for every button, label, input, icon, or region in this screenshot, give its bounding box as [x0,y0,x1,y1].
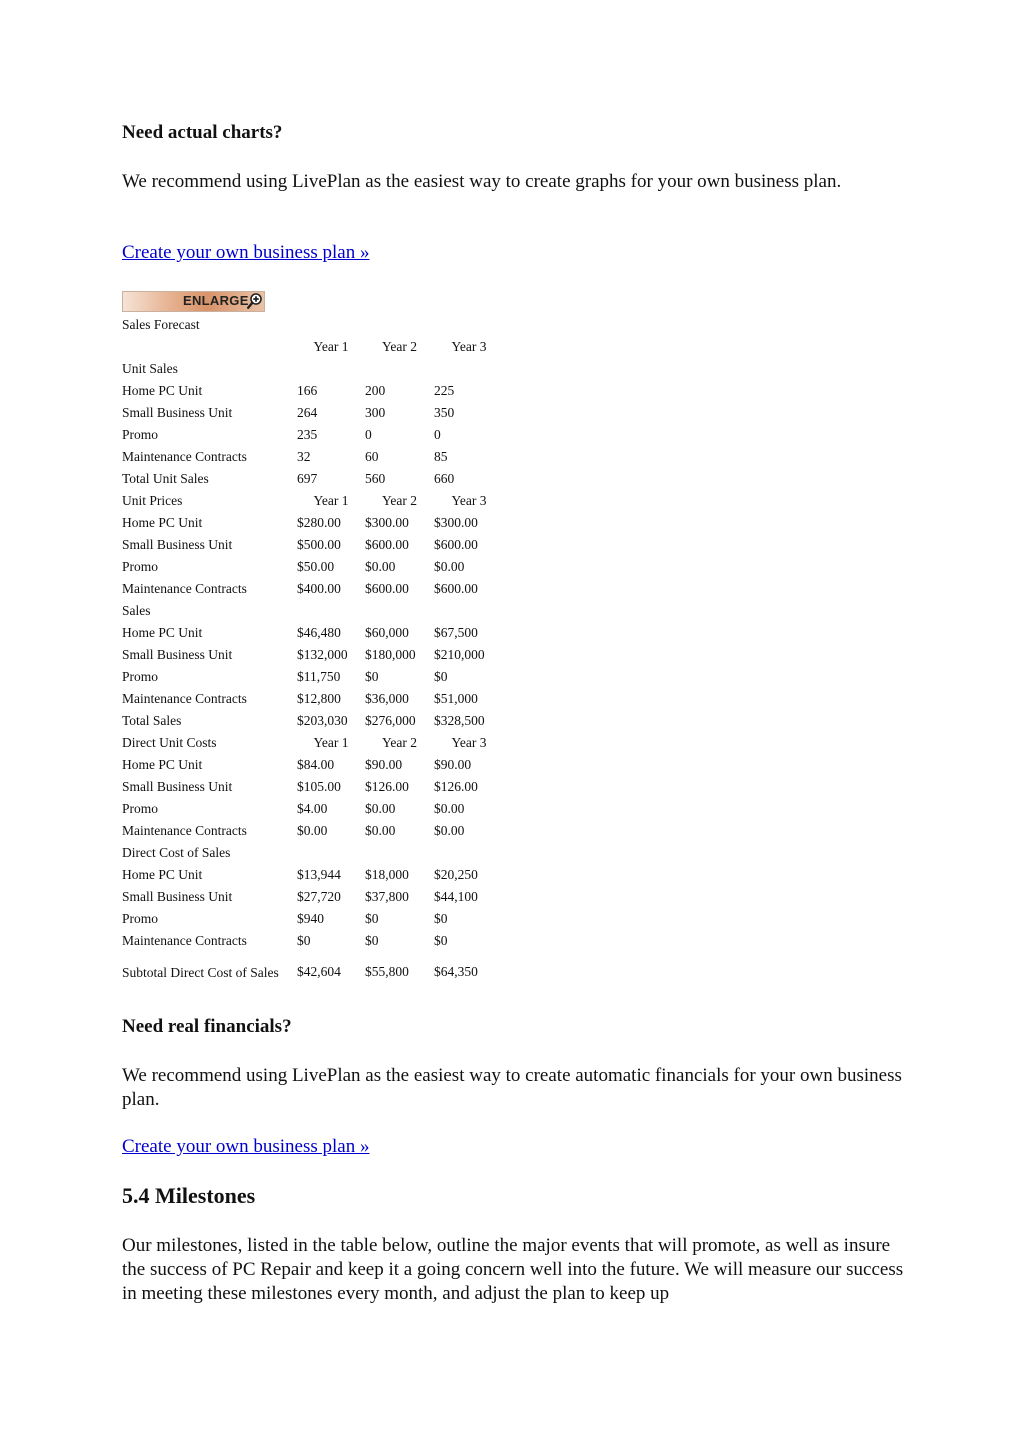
value-cell: $46,480 [297,625,341,640]
row-label: Promo [122,911,159,926]
value-cell: $12,800 [297,691,341,706]
table-row [122,468,504,490]
row-label: Maintenance Contracts [122,823,247,838]
table-row [122,710,504,732]
table-row [122,666,504,688]
value-cell: $18,000 [365,867,409,882]
value-cell: 60 [365,449,379,464]
row-label: Direct Cost of Sales [122,845,231,860]
table-row [122,402,504,424]
value-cell: $0.00 [434,559,465,574]
table-row [122,776,504,798]
value-cell: $126.00 [434,779,478,794]
year-header-cell: Year 2 [381,735,417,750]
value-cell: $50.00 [297,559,335,574]
row-label: Total Sales [122,713,182,728]
table-row [122,798,504,820]
row-label: Promo [122,559,159,574]
value-cell: 225 [434,383,455,398]
financials-heading: Need real financials? [122,1016,292,1037]
year-header-cell: Year 1 [313,735,349,750]
value-cell: 85 [434,449,448,464]
value-cell: $400.00 [297,581,341,596]
value-cell: $600.00 [434,537,478,552]
table-row [122,622,504,644]
row-label: Sales [122,603,151,618]
table-row [122,600,504,622]
value-cell: $55,800 [365,964,409,979]
row-label: Home PC Unit [122,867,203,882]
value-cell: $180,000 [365,647,416,662]
row-label: Home PC Unit [122,625,203,640]
value-cell: 0 [365,427,372,442]
table-row [122,512,504,534]
value-cell: 32 [297,449,311,464]
table-row [122,842,504,864]
value-cell: $0 [365,933,379,948]
sales-forecast-table [122,336,504,992]
value-cell: $0.00 [297,823,328,838]
table-row [122,644,504,666]
year-header-cell: Year 2 [381,493,417,508]
year-header-cell: Year 3 [451,339,487,354]
value-cell: $105.00 [297,779,341,794]
row-label: Small Business Unit [122,889,233,904]
year-header-cell: Year 1 [313,493,349,508]
value-cell: 0 [434,427,441,442]
table-row [122,886,504,908]
value-cell: $328,500 [434,713,485,728]
value-cell: $44,100 [434,889,478,904]
financials-paragraph: We recommend using LivePlan as the easiest way to create automatic financials for your own business plan. [122,1065,902,1110]
value-cell: $13,944 [297,867,341,882]
value-cell: $0 [434,669,448,684]
year-header-cell: Year 2 [381,339,417,354]
charts-paragraph: We recommend using LivePlan as the easiest way to create graphs for your own business plan. [122,171,842,192]
value-cell: $0 [434,933,448,948]
zoom-plus-icon [247,293,263,309]
value-cell: 660 [434,471,455,486]
value-cell [434,358,504,380]
value-cell: $0 [434,911,448,926]
value-cell: $500.00 [297,537,341,552]
value-cell: $37,800 [365,889,409,904]
row-label: Small Business Unit [122,537,233,552]
value-cell: $940 [297,911,324,926]
table-row [122,578,504,600]
sales-forecast-title: Sales Forecast [122,317,200,332]
value-cell: $0.00 [365,559,396,574]
value-cell: $0.00 [434,801,465,816]
value-cell: $0.00 [365,823,396,838]
value-cell: $42,604 [297,964,341,979]
row-label: Promo [122,801,159,816]
value-cell: $203,030 [297,713,348,728]
create-plan-link-2[interactable]: Create your own business plan » [122,1136,370,1157]
table-row [122,490,504,512]
value-cell: $64,350 [434,964,478,979]
value-cell: $600.00 [434,581,478,596]
value-cell: $600.00 [365,581,409,596]
value-cell: $0.00 [434,823,465,838]
value-cell: 166 [297,383,318,398]
table-row [122,556,504,578]
value-cell: 350 [434,405,455,420]
value-cell [434,842,504,864]
value-cell: $84.00 [297,757,335,772]
table-row [122,930,504,952]
row-label: Subtotal Direct Cost of Sales [122,964,279,980]
enlarge-button[interactable] [122,291,265,312]
value-cell: $276,000 [365,713,416,728]
value-cell: $132,000 [297,647,348,662]
table-row [122,754,504,776]
year-header-cell: Year 3 [451,735,487,750]
table-row [122,952,504,992]
value-cell: 264 [297,405,318,420]
row-label: Small Business Unit [122,647,233,662]
value-cell [297,842,365,864]
value-cell: $600.00 [365,537,409,552]
value-cell: $0.00 [365,801,396,816]
value-cell: $27,720 [297,889,341,904]
table-row [122,688,504,710]
row-label: Promo [122,669,159,684]
value-cell [365,600,434,622]
value-cell: 697 [297,471,318,486]
table-row [122,908,504,930]
table-row [122,336,504,358]
value-cell: 300 [365,405,386,420]
row-label: Home PC Unit [122,383,203,398]
row-label: Home PC Unit [122,757,203,772]
value-cell: $36,000 [365,691,409,706]
value-cell: $0 [365,911,379,926]
table-row [122,424,504,446]
create-plan-link-1[interactable]: Create your own business plan » [122,242,370,263]
milestones-heading: 5.4 Milestones [122,1183,256,1208]
row-label: Direct Unit Costs [122,735,217,750]
table-row [122,380,504,402]
value-cell: $0 [365,669,379,684]
row-label: Total Unit Sales [122,471,209,486]
table-row [122,820,504,842]
row-label: Small Business Unit [122,779,233,794]
table-row [122,446,504,468]
table-row [122,534,504,556]
year-header-cell: Year 3 [451,493,487,508]
row-label: Maintenance Contracts [122,933,247,948]
value-cell [434,600,504,622]
value-cell [297,600,365,622]
year-header-cell: Year 1 [313,339,349,354]
value-cell: $51,000 [434,691,478,706]
value-cell: $11,750 [297,669,341,684]
value-cell: $126.00 [365,779,409,794]
value-cell: $90.00 [434,757,472,772]
value-cell: 560 [365,471,386,486]
row-label: Unit Prices [122,493,183,508]
value-cell [297,358,365,380]
row-label: Maintenance Contracts [122,581,247,596]
row-label: Maintenance Contracts [122,691,247,706]
row-label: Small Business Unit [122,405,233,420]
value-cell: $90.00 [365,757,403,772]
charts-heading: Need actual charts? [122,122,283,143]
table-row [122,732,504,754]
value-cell: $67,500 [434,625,478,640]
enlarge-label: ENLARGE [183,293,249,308]
row-label: Promo [122,427,159,442]
milestones-paragraph: Our milestones, listed in the table below, outline the major events that will promote, as well as insure the success of PC Repair and keep it a going concern well into the future. We will measure our success in meeting these milestones every month, and adjust the plan to keep up [122,1235,904,1304]
value-cell: $0 [297,933,311,948]
value-cell [365,358,434,380]
value-cell: $300.00 [365,515,409,530]
row-label: Home PC Unit [122,515,203,530]
table-row [122,864,504,886]
value-cell: $60,000 [365,625,409,640]
value-cell: $20,250 [434,867,478,882]
value-cell: $300.00 [434,515,478,530]
row-label: Unit Sales [122,361,178,376]
value-cell: 200 [365,383,386,398]
value-cell: $4.00 [297,801,328,816]
row-label [122,336,297,358]
value-cell: $280.00 [297,515,341,530]
value-cell: 235 [297,427,318,442]
value-cell: $210,000 [434,647,485,662]
value-cell [365,842,434,864]
table-row [122,358,504,380]
row-label: Maintenance Contracts [122,449,247,464]
